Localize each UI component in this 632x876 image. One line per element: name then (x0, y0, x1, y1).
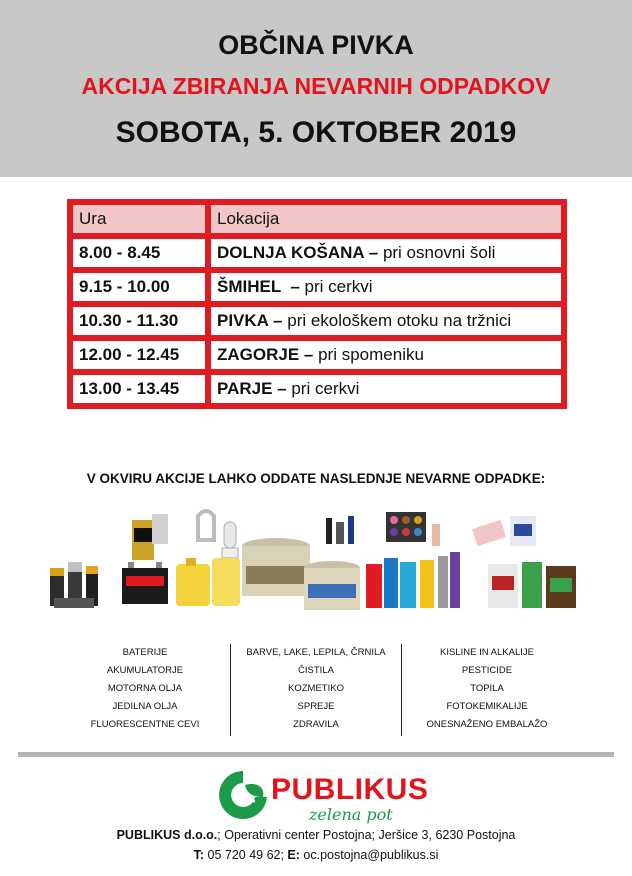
table-header-row (70, 202, 564, 236)
waste-intro: V OKVIRU AKCIJE LAHKO ODDATE NASLEDNJE NEVARNE ODPADKE: (86, 471, 546, 486)
car-battery-icon (122, 562, 168, 604)
phone-number: 05 720 49 62; (204, 848, 288, 862)
fluorescent-bulb-icon (198, 511, 238, 558)
page-subtitle: AKCIJA ZBIRANJA NEVARNIH ODPADKOV (81, 73, 551, 99)
footer-separator (18, 752, 614, 757)
row-time: 9.15 - 10.00 (70, 270, 208, 304)
cosmetics-icon (326, 512, 440, 546)
row-time: 12.00 - 12.45 (70, 338, 208, 372)
category-item: MOTORNA OLJA (107, 683, 183, 694)
table-row (70, 236, 564, 270)
location-name: PARJE (217, 379, 273, 398)
publikus-logo (215, 765, 429, 825)
category-column-2 (231, 644, 401, 734)
batteries-icon (50, 562, 98, 608)
category-item: KOZMETIKO (288, 683, 344, 694)
page-title: OBČINA PIVKA (218, 30, 414, 60)
footer-contact (0, 848, 632, 862)
category-column-3 (402, 644, 572, 734)
location-separator: – (272, 379, 292, 398)
paint-cans-icon (242, 538, 360, 610)
address-text: ; Operativni center Postojna; Jeršice 3, 6230 Postojna (217, 828, 516, 842)
location-detail: pri spomeniku (318, 345, 424, 364)
location-name: DOLNJA KOŠANA (217, 243, 365, 262)
leaf-logo-icon (215, 767, 271, 823)
row-location (208, 270, 564, 304)
category-item: FLUORESCENTNE CEVI (90, 719, 200, 730)
table-row (70, 270, 564, 304)
location-detail: pri cerkvi (304, 277, 373, 296)
location-name: PIVKA (217, 311, 269, 330)
header-banner (0, 0, 632, 177)
logo-tagline: zelena pot (309, 805, 393, 824)
time-header: Ura (70, 202, 208, 236)
chemicals-icon (488, 562, 576, 608)
event-date: SOBOTA, 5. OKTOBER 2019 (115, 116, 517, 149)
location-separator: – (364, 243, 383, 262)
tel-label: T: (193, 848, 205, 862)
category-item: BARVE, LAKE, LEPILA, ČRNILA (246, 647, 386, 658)
location-detail: pri ekološkem otoku na tržnici (287, 311, 512, 330)
category-column-1 (60, 644, 230, 734)
category-item: BATERIJE (122, 647, 168, 658)
row-location (208, 236, 564, 270)
location-name: ZAGORJE (217, 345, 300, 364)
category-item: ONESNAŽENO EMBALAŽO (426, 719, 548, 730)
location-detail: pri cerkvi (291, 379, 360, 398)
waste-categories (60, 644, 570, 736)
location-separator: – (280, 277, 305, 296)
row-location (208, 372, 564, 406)
category-item: KISLINE IN ALKALIJE (440, 647, 534, 658)
row-time: 13.00 - 13.45 (70, 372, 208, 406)
email-label: E: (287, 848, 300, 862)
category-item: ČISTILA (298, 665, 334, 676)
row-time: 8.00 - 8.45 (70, 236, 208, 270)
table-row (70, 304, 564, 338)
medicine-icon (472, 516, 536, 546)
motor-oil-icon (132, 514, 168, 560)
location-separator: – (299, 345, 319, 364)
category-item: FOTOKEMIKALIJE (446, 701, 528, 712)
cooking-oil-icon (176, 558, 240, 606)
hazardous-products-illustration (40, 500, 600, 630)
company-name: PUBLIKUS d.o.o. (116, 828, 218, 842)
category-item: ZDRAVILA (293, 719, 339, 730)
category-item: TOPILA (470, 683, 504, 694)
row-time: 10.30 - 11.30 (70, 304, 208, 338)
footer-address (0, 828, 632, 842)
category-item: PESTICIDE (461, 665, 513, 676)
category-item: SPREJE (297, 701, 335, 712)
cleaning-spray-icon (366, 552, 460, 608)
location-separator: – (268, 311, 288, 330)
row-location (208, 304, 564, 338)
logo-wordmark: PUBLIKUS (271, 773, 429, 806)
table-row (70, 338, 564, 372)
location-detail: pri osnovni šoli (382, 243, 496, 262)
location-header: Lokacija (208, 202, 564, 236)
schedule-table (67, 199, 567, 409)
email-address: oc.postojna@publikus.si (299, 848, 439, 862)
category-item: JEDILNA OLJA (112, 701, 178, 712)
row-location (208, 338, 564, 372)
category-item: AKUMULATORJE (106, 665, 184, 676)
table-row (70, 372, 564, 406)
location-name: ŠMIHEL (217, 277, 281, 296)
